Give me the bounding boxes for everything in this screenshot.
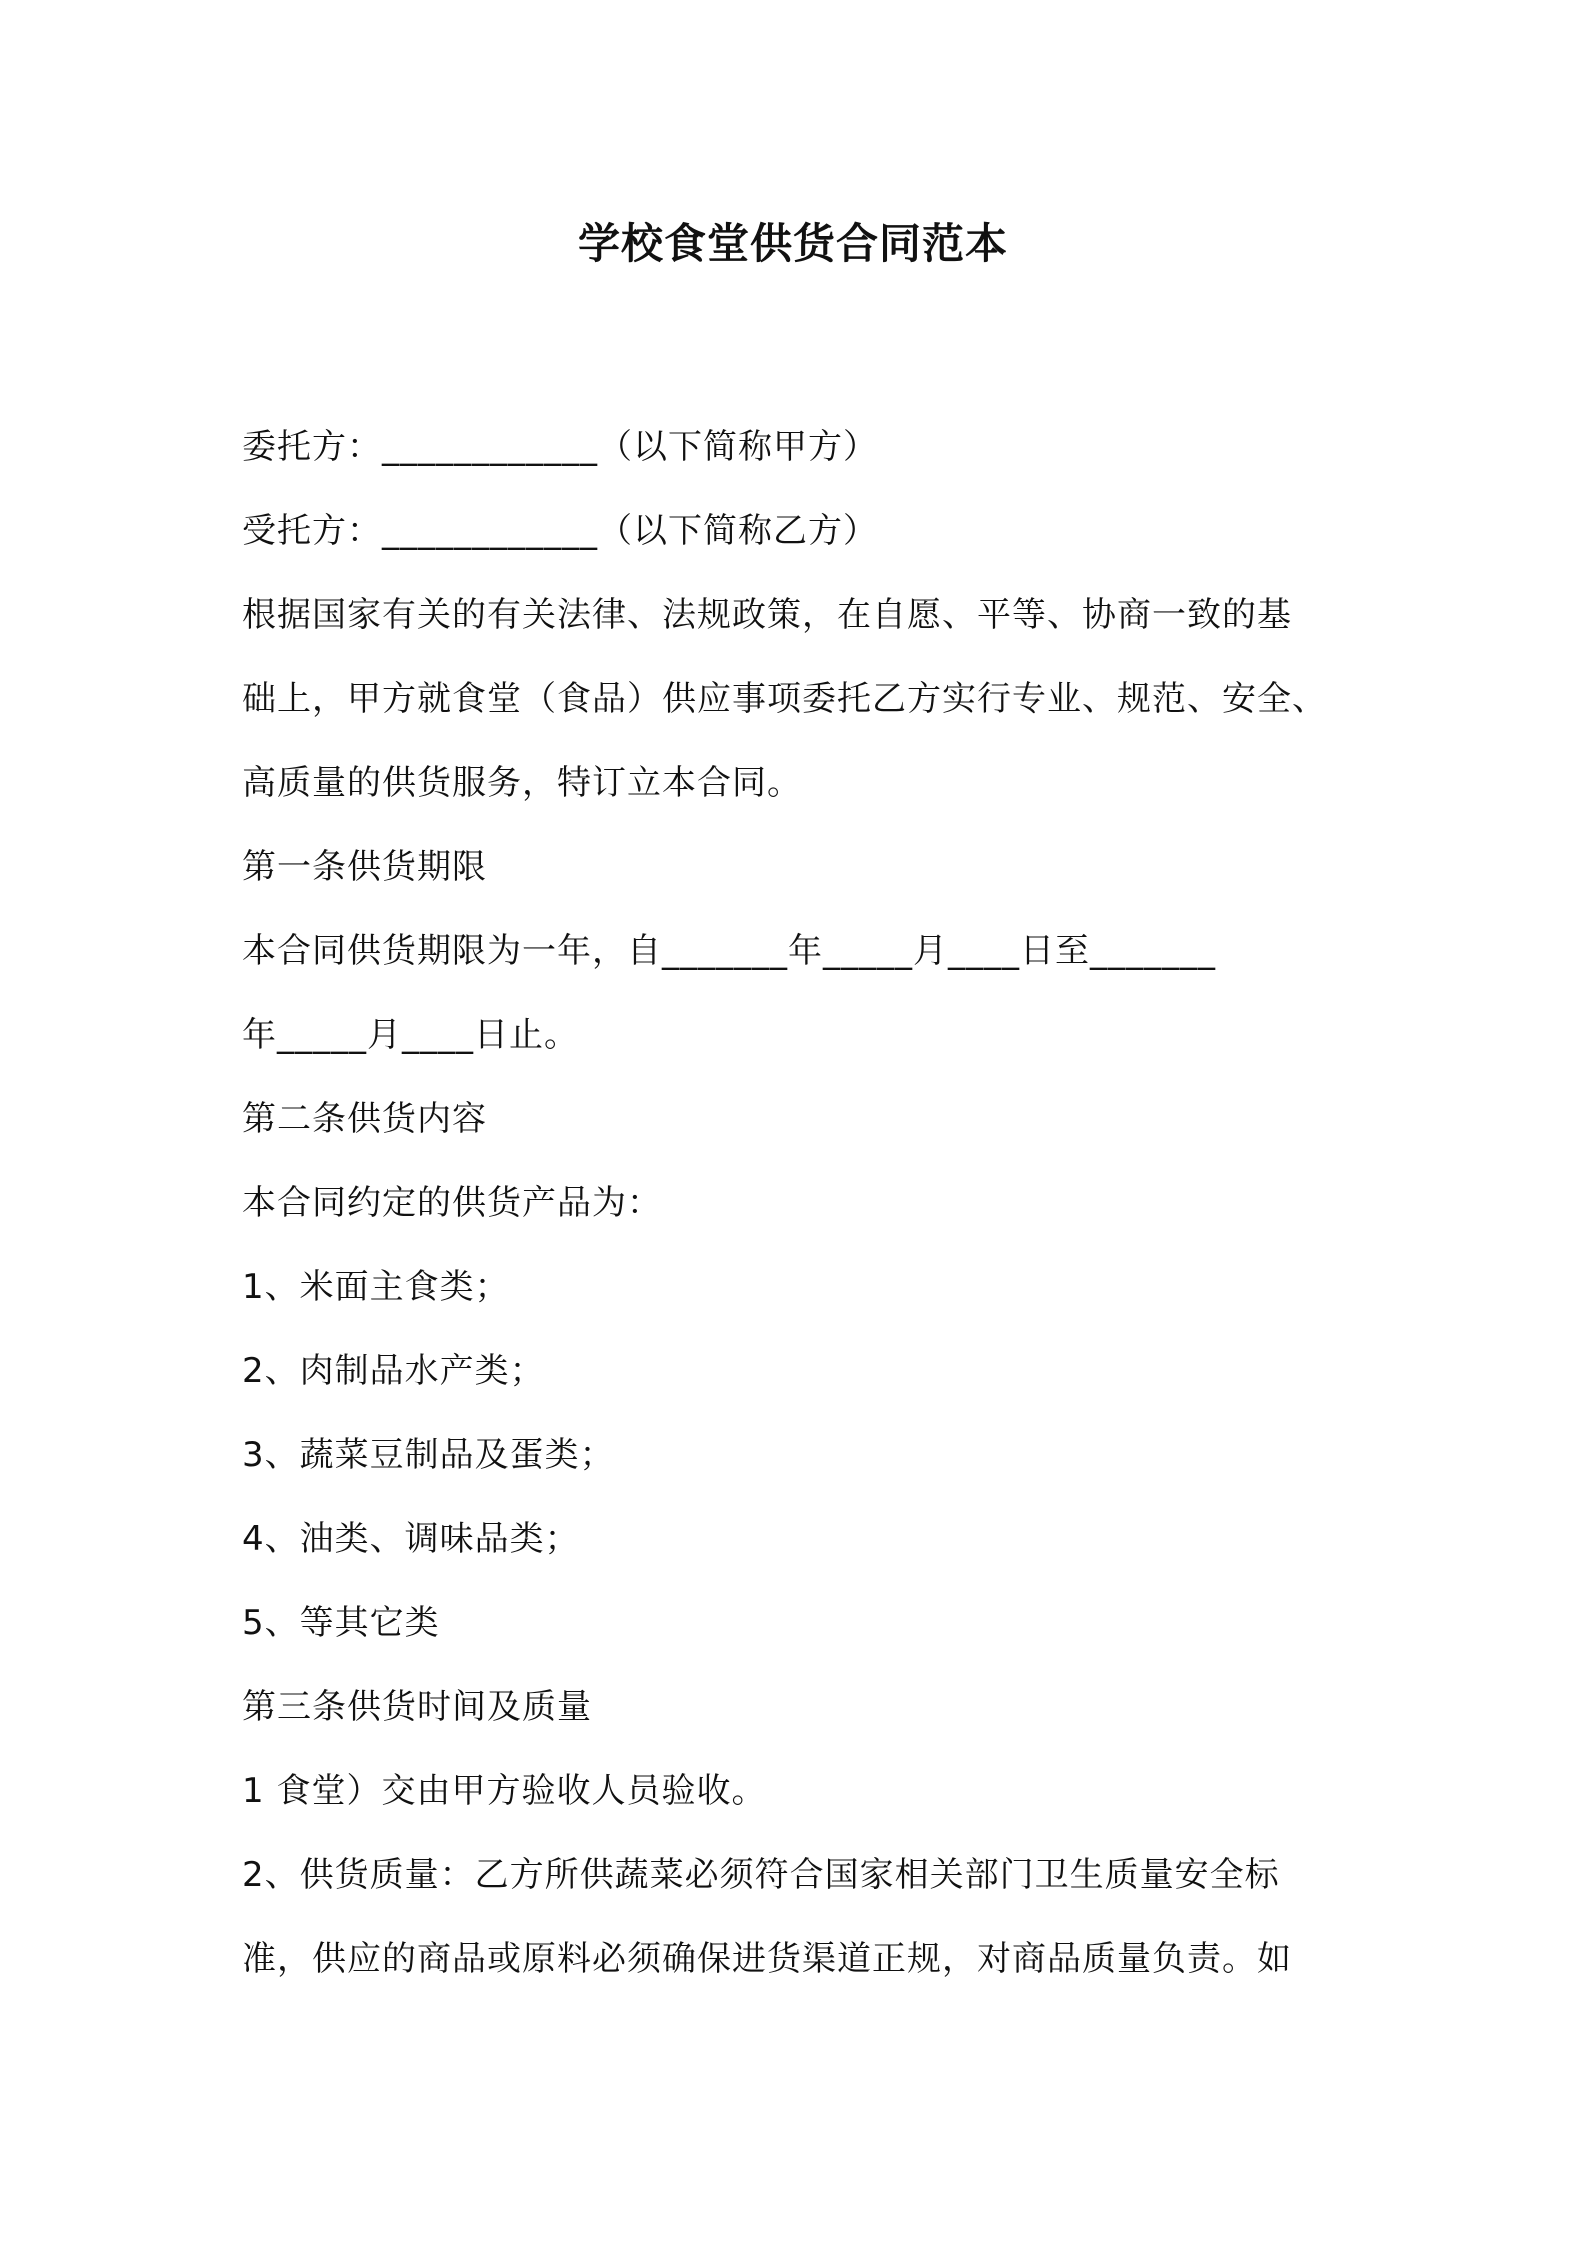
paragraph-line-quality-1: 2、供货质量：乙方所供蔬菜必须符合国家相关部门卫生质量安全标 bbox=[242, 1855, 1280, 1895]
section-heading-term: 第一条供货期限 bbox=[242, 847, 487, 887]
paragraph-line-intro-3: 高质量的供货服务，特订立本合同。 bbox=[242, 763, 802, 803]
paragraph-line-intro-1: 根据国家有关的有关法律、法规政策，在自愿、平等、协商一致的基 bbox=[242, 595, 1292, 635]
document-body bbox=[242, 405, 1357, 2001]
paragraph-line-content-intro: 本合同约定的供货产品为： bbox=[242, 1183, 662, 1223]
paragraph-line-time: 1 食堂）交由甲方验收人员验收。 bbox=[242, 1771, 767, 1811]
list-item: 2、肉制品水产类； bbox=[242, 1351, 545, 1391]
paragraph-line-quality-2: 准，供应的商品或原料必须确保进货渠道正规，对商品质量负责。如 bbox=[242, 1939, 1292, 1979]
paragraph-line-term-1: 本合同供货期限为一年，自_______年_____月____日至_______ bbox=[242, 931, 1216, 971]
paragraph-line-trustee: 受托方：____________（以下简称乙方） bbox=[242, 511, 878, 551]
document-title: 学校食堂供货合同范本 bbox=[577, 219, 1008, 268]
section-heading-content: 第二条供货内容 bbox=[242, 1099, 487, 1139]
list-item: 4、油类、调味品类； bbox=[242, 1519, 580, 1559]
paragraph-line-term-2: 年_____月____日止。 bbox=[242, 1015, 579, 1055]
list-item: 3、蔬菜豆制品及蛋类； bbox=[242, 1435, 615, 1475]
paragraph-line-delegator: 委托方：____________（以下简称甲方） bbox=[242, 427, 878, 467]
section-heading-time-quality: 第三条供货时间及质量 bbox=[242, 1687, 592, 1727]
list-item: 1、米面主食类； bbox=[242, 1267, 510, 1307]
paragraph-line-intro-2: 础上，甲方就食堂（食品）供应事项委托乙方实行专业、规范、安全、 bbox=[242, 679, 1327, 719]
list-item: 5、等其它类 bbox=[242, 1603, 440, 1643]
